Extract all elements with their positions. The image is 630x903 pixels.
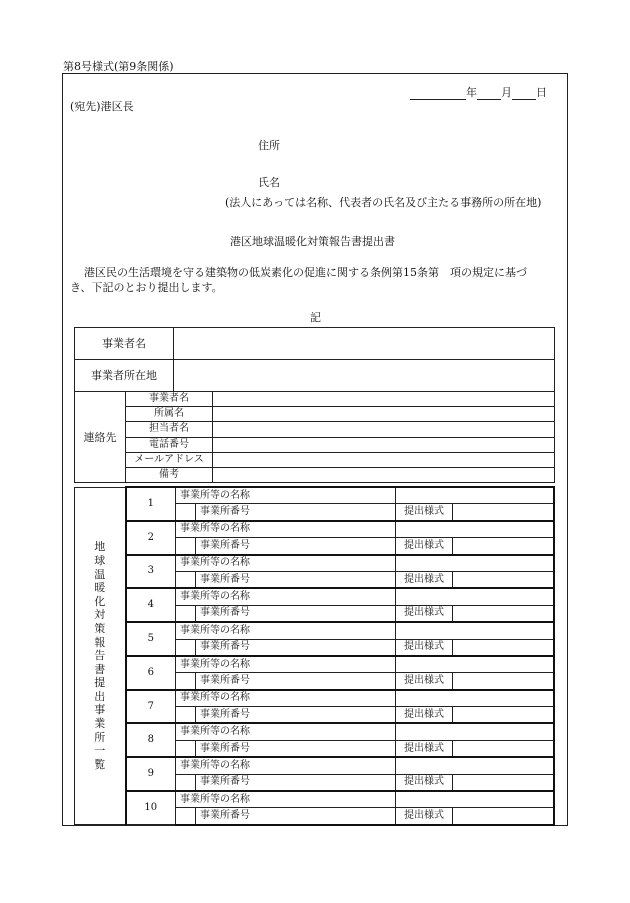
business-address-label: 事業者所在地 [75, 360, 174, 392]
facility-number: 9 [126, 757, 176, 791]
format-field[interactable] [453, 639, 555, 656]
format-field[interactable] [453, 774, 555, 791]
contact-field-value[interactable] [213, 407, 555, 422]
facility-indent [176, 639, 196, 656]
facility-name-row [75, 588, 555, 605]
facility-name-field[interactable] [396, 690, 555, 707]
contact-row [75, 452, 555, 467]
facility-name-field[interactable] [396, 588, 555, 605]
facility-name-label: 事業所等の名称 [176, 723, 396, 740]
facility-name-row [75, 791, 555, 808]
facility-number: 7 [126, 690, 176, 724]
contact-row [75, 467, 555, 482]
business-address-field[interactable] [174, 360, 555, 392]
facility-number: 5 [126, 622, 176, 656]
year-blank[interactable] [410, 88, 466, 100]
format-field[interactable] [453, 740, 555, 757]
facility-number: 2 [126, 521, 176, 555]
facility-name-field[interactable] [396, 757, 555, 774]
contact-row [75, 437, 555, 452]
facility-indent [176, 673, 196, 690]
body-line-2: き、下記のとおり提出します。 [70, 281, 223, 294]
format-label: 提出様式 [396, 808, 453, 825]
format-field[interactable] [453, 605, 555, 622]
facility-name-row [75, 622, 555, 639]
contact-field-label: 電話番号 [126, 437, 213, 452]
facility-name-label: 事業所等の名称 [176, 656, 396, 673]
facility-number-label: 事業所番号 [196, 571, 396, 588]
facility-indent [176, 504, 196, 521]
facility-number-label: 事業所番号 [196, 504, 396, 521]
facility-name-field[interactable] [396, 555, 555, 572]
facility-number-label: 事業所番号 [196, 774, 396, 791]
facility-number-label: 事業所番号 [196, 740, 396, 757]
format-label: 提出様式 [396, 538, 453, 555]
contact-field-label: メールアドレス [126, 452, 213, 467]
business-address-row [75, 360, 555, 392]
facility-indent [176, 740, 196, 757]
format-field[interactable] [453, 571, 555, 588]
contact-section-label: 連絡先 [75, 392, 126, 483]
format-label: 提出様式 [396, 571, 453, 588]
format-label: 提出様式 [396, 707, 453, 724]
contact-row [75, 422, 555, 437]
facility-name-field[interactable] [396, 521, 555, 538]
contact-field-label: 所属名 [126, 407, 213, 422]
facility-number: 3 [126, 555, 176, 589]
ki-label: 記 [310, 311, 321, 324]
contact-field-value[interactable] [213, 467, 555, 482]
month-label: 月 [501, 86, 512, 99]
facility-number: 1 [126, 487, 176, 521]
facility-indent [176, 774, 196, 791]
corporate-note: (法人にあっては名称、代表者の氏名及び主たる事務所の所在地) [225, 196, 542, 209]
facilities-table [74, 486, 555, 826]
contact-row [75, 407, 555, 422]
format-label: 提出様式 [396, 673, 453, 690]
facility-number-label: 事業所番号 [196, 639, 396, 656]
facility-number-label: 事業所番号 [196, 538, 396, 555]
month-blank[interactable] [477, 88, 501, 100]
facility-name-label: 事業所等の名称 [176, 555, 396, 572]
date-line [410, 84, 547, 100]
contact-field-value[interactable] [213, 422, 555, 437]
business-table [74, 327, 555, 392]
facility-number-label: 事業所番号 [196, 673, 396, 690]
facility-name-field[interactable] [396, 487, 555, 504]
facility-indent [176, 605, 196, 622]
facility-indent [176, 707, 196, 724]
facilities-section-text: 地球温暖化対策報告書提出事業所一覧 [94, 540, 106, 771]
facility-name-label: 事業所等の名称 [176, 622, 396, 639]
facility-indent [176, 538, 196, 555]
address-label: 住所 [258, 139, 280, 152]
format-field[interactable] [453, 673, 555, 690]
name-label: 氏名 [258, 176, 280, 189]
facility-name-label: 事業所等の名称 [176, 588, 396, 605]
facility-name-field[interactable] [396, 622, 555, 639]
business-name-row [75, 328, 555, 360]
facility-number-label: 事業所番号 [196, 605, 396, 622]
contact-field-label: 担当者名 [126, 422, 213, 437]
contact-field-value[interactable] [213, 437, 555, 452]
business-name-label: 事業者名 [75, 328, 174, 360]
document-title: 港区地球温暖化対策報告書提出書 [230, 235, 395, 248]
facility-name-label: 事業所等の名称 [176, 791, 396, 808]
facility-name-row [75, 757, 555, 774]
facility-number-label: 事業所番号 [196, 808, 396, 825]
facility-name-label: 事業所等の名称 [176, 757, 396, 774]
facility-indent [176, 808, 196, 825]
format-label: 提出様式 [396, 740, 453, 757]
facility-number: 4 [126, 588, 176, 622]
facility-name-field[interactable] [396, 791, 555, 808]
day-label: 日 [536, 86, 547, 99]
contact-field-label: 備考 [126, 467, 213, 482]
facility-name-row [75, 555, 555, 572]
facility-number-label: 事業所番号 [196, 707, 396, 724]
facility-number: 10 [126, 791, 176, 825]
format-field[interactable] [453, 707, 555, 724]
facility-indent [176, 571, 196, 588]
facility-number: 8 [126, 723, 176, 757]
facilities-section-label [75, 487, 126, 825]
facility-name-row [75, 656, 555, 673]
body-line-1: 港区民の生活環境を守る建築物の低炭素化の促進に関する条例第15条第 項の規定に基づ [84, 266, 527, 279]
contact-field-value[interactable] [213, 452, 555, 467]
format-label: 提出様式 [396, 605, 453, 622]
facility-name-field[interactable] [396, 656, 555, 673]
form-number: 第8号様式(第9条関係) [63, 60, 174, 73]
contact-row [75, 392, 555, 407]
format-field[interactable] [453, 504, 555, 521]
addressee: (宛先)港区長 [70, 100, 134, 113]
contact-field-label: 事業者名 [126, 392, 213, 407]
format-field[interactable] [453, 808, 555, 825]
facility-number: 6 [126, 656, 176, 690]
contact-field-value[interactable] [213, 392, 555, 407]
facility-name-row [75, 487, 555, 504]
format-label: 提出様式 [396, 504, 453, 521]
facility-name-label: 事業所等の名称 [176, 521, 396, 538]
contact-table [74, 391, 555, 483]
format-label: 提出様式 [396, 639, 453, 656]
facility-name-label: 事業所等の名称 [176, 690, 396, 707]
day-blank[interactable] [512, 88, 536, 100]
facility-name-row [75, 521, 555, 538]
facility-name-row [75, 690, 555, 707]
year-label: 年 [466, 86, 477, 99]
facility-name-label: 事業所等の名称 [176, 487, 396, 504]
format-field[interactable] [453, 538, 555, 555]
facility-name-row [75, 723, 555, 740]
business-name-field[interactable] [174, 328, 555, 360]
format-label: 提出様式 [396, 774, 453, 791]
facility-name-field[interactable] [396, 723, 555, 740]
